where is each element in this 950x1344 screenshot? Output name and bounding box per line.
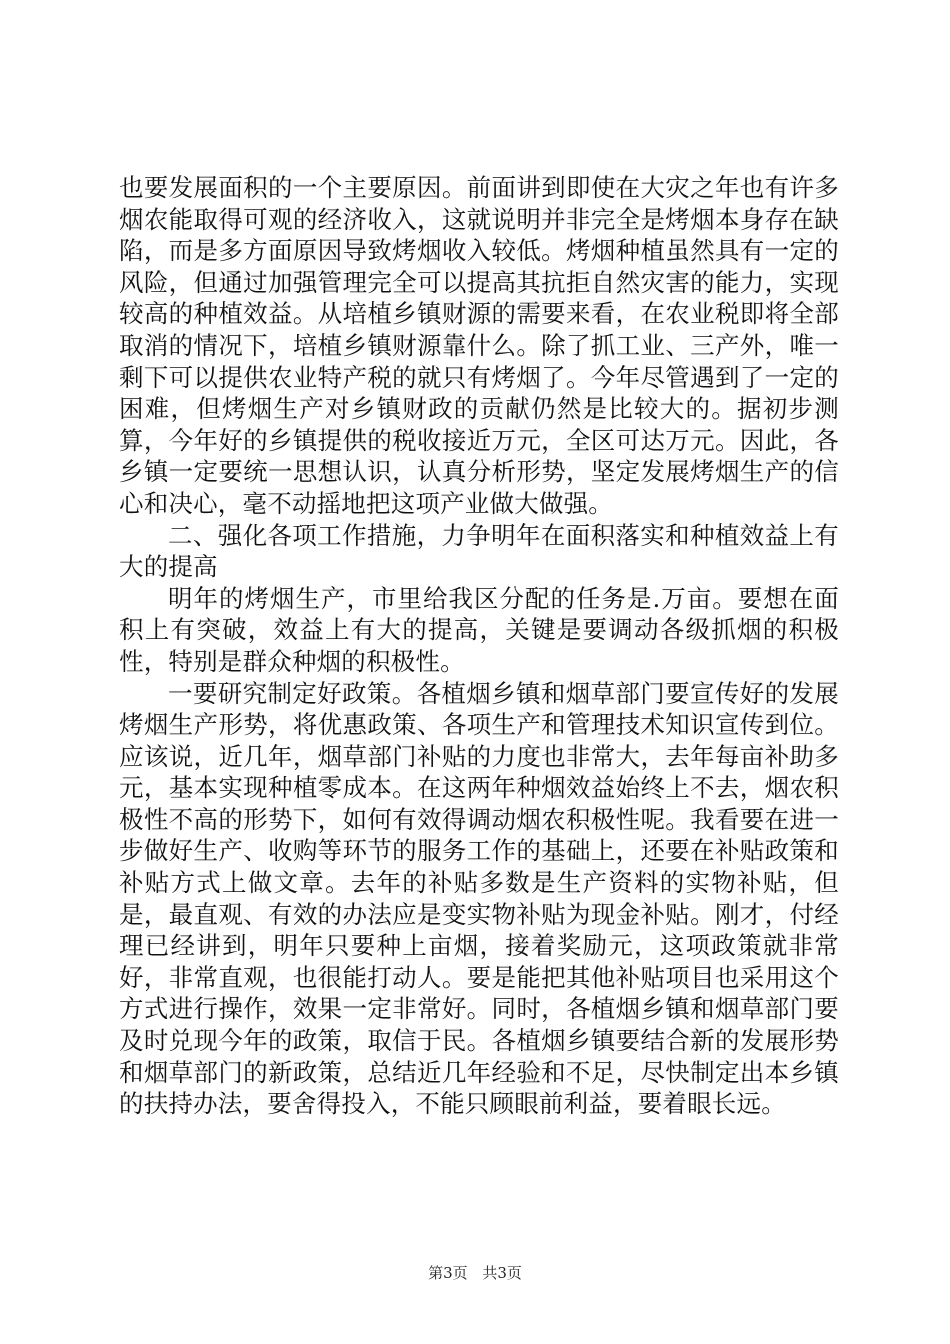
page-footer — [0, 1262, 950, 1283]
page-number: 第3页 — [428, 1264, 468, 1282]
section-heading: 二、强化各项工作措施，力争明年在面积落实和种植效益上有大的提高 — [119, 520, 839, 582]
document-body — [119, 172, 839, 1120]
paragraph: 明年的烤烟生产，市里给我区分配的任务是.万亩。要想在面积上有突破，效益上有大的提高，关键是要调动各级抓烟的积极性，特别是群众种烟的积极性。 — [119, 583, 839, 676]
paragraph: 也要发展面积的一个主要原因。前面讲到即使在大灾之年也有许多烟农能取得可观的经济收入，这就说明并非完全是烤烟本身存在缺陷，而是多方面原因导致烤烟收入较低。烤烟种植虽然具有一定的风险，但通过加强管理完全可以提高其抗拒自然灾害的能力，实现较高的种植效益。从培植乡镇财源的需要来看，在农业税即将全部取消的情况下，培植乡镇财源靠什么。除了抓工业、三产外，唯一剩下可以提供农业特产税的就只有烤烟了。今年尽管遇到了一定的困难，但烤烟生产对乡镇财政的贡献仍然是比较大的。据初步测算，今年好的乡镇提供的税收接近万元，全区可达万元。因此，各乡镇一定要统一思想认识，认真分析形势，坚定发展烤烟生产的信心和决心，毫不动摇地把这项产业做大做强。 — [119, 173, 839, 518]
paragraph: 一要研究制定好政策。各植烟乡镇和烟草部门要宣传好的发展烤烟生产形势，将优惠政策、各项生产和管理技术知识宣传到位。应该说，近几年，烟草部门补贴的力度也非常大，去年每亩补助多元，基本实现种植零成本。在这两年种烟效益始终上不去，烟农积极性不高的形势下，如何有效得调动烟农积极性呢。我看要在进一步做好生产、收购等环节的服务工作的基础上，还要在补贴政策和补贴方式上做文章。去年的补贴多数是生产资料的实物补贴，但是，最直观、有效的办法应是变实物补贴为现金补贴。刚才，付经理已经讲到，明年只要种上亩烟，接着奖励元，这项政策就非常好，非常直观，也很能打动人。要是能把其他补贴项目也采用这个方式进行操作，效果一定非常好。同时，各植烟乡镇和烟草部门要及时兑现今年的政策，取信于民。各植烟乡镇要结合新的发展形势和烟草部门的新政策，总结近几年经验和不足，尽快制定出本乡镇的扶持办法，要舍得投入，不能只顾眼前利益，要着眼长远。 — [119, 678, 839, 1119]
page-total: 共3页 — [482, 1264, 522, 1282]
